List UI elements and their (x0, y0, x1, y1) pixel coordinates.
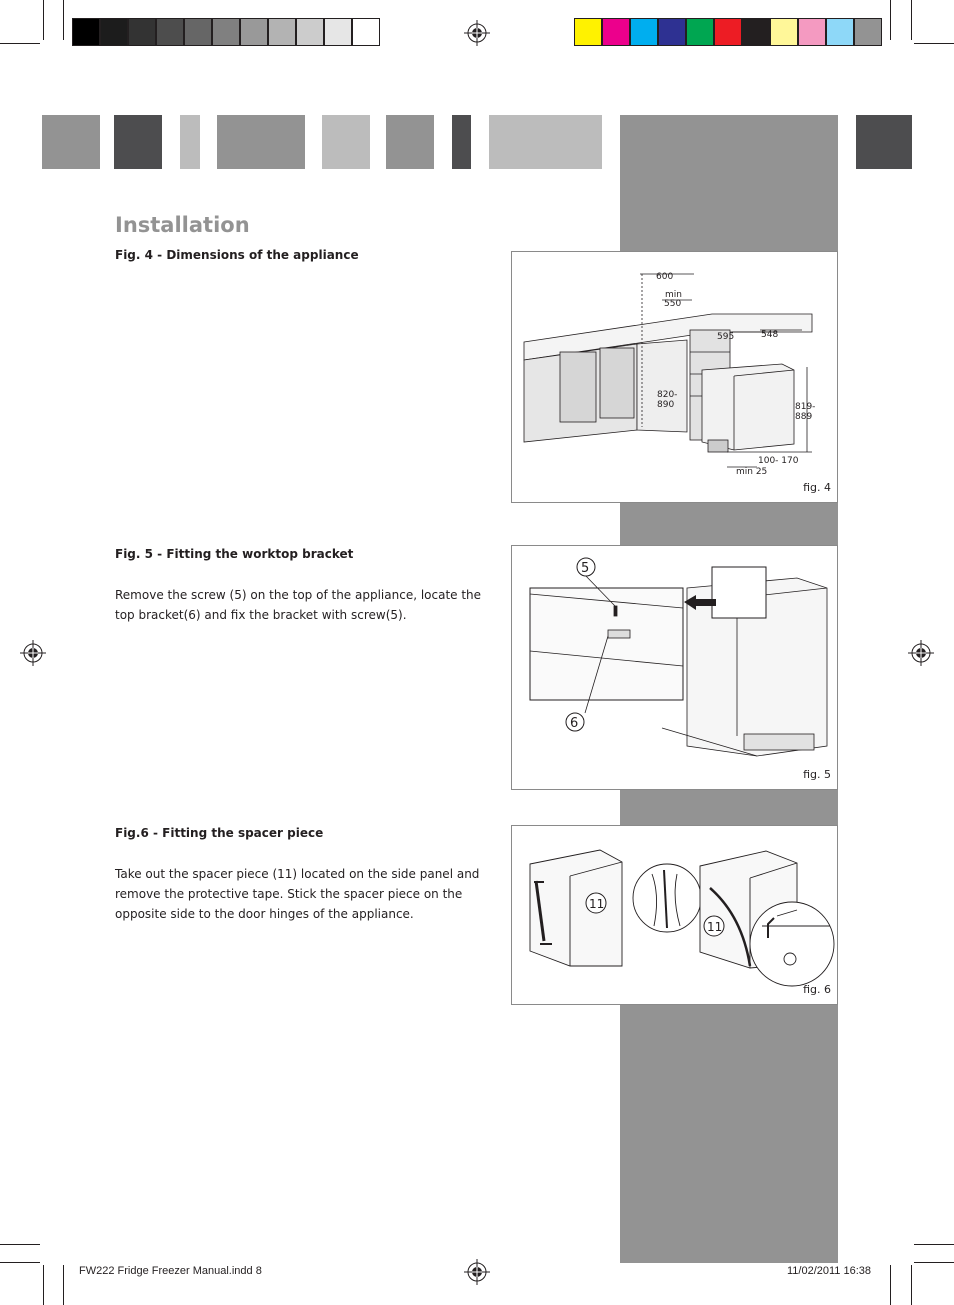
dim-550: 550 (664, 299, 682, 309)
callout-6-label: 6 (570, 716, 579, 731)
fig6-body: Take out the spacer piece (11) located on the side panel and remove the protective tape. Stick the spacer piece on the opposite side to the door hinges of the appliance. (115, 867, 480, 921)
footer-date: 11/02/2011 16:38 (787, 1265, 872, 1277)
registration-mark-right-icon (908, 640, 934, 666)
footer-filename: FW222 Fridge Freezer Manual.indd 8 (79, 1265, 262, 1277)
dim-820: 820- (657, 390, 678, 400)
section-heading: Installation (115, 213, 250, 237)
callout-5-label: 5 (581, 561, 590, 576)
dim-min25: min 25 (736, 467, 768, 477)
fig4-caption: fig. 4 (803, 481, 831, 494)
fig6-illustration (511, 825, 838, 1005)
fig5-caption: fig. 5 (803, 768, 831, 781)
dim-819: 819- (795, 402, 816, 412)
fig4-title: Fig. 4 - Dimensions of the appliance (115, 248, 359, 262)
callout-11-left-label: 11 (589, 897, 605, 911)
fig6-caption: fig. 6 (803, 983, 831, 996)
registration-mark-top-icon (464, 20, 490, 46)
dim-100-170: 100- 170 (758, 456, 799, 466)
fig5-body: Remove the screw (5) on the top of the appliance, locate the top bracket(6) and fix the bracket with screw(5). (115, 588, 482, 622)
fig5-title: Fig. 5 - Fitting the worktop bracket (115, 547, 354, 561)
fig4-illustration (511, 251, 838, 503)
callout-11-right-label: 11 (707, 920, 723, 934)
registration-mark-bottom-icon (464, 1259, 490, 1285)
fig6-title: Fig.6 - Fitting the spacer piece (115, 826, 324, 840)
dim-600: 600 (656, 272, 674, 282)
registration-mark-left-icon (20, 640, 46, 666)
dim-889: 889 (795, 412, 813, 422)
dim-890: 890 (657, 400, 675, 410)
dim-min: min (665, 290, 682, 300)
fig5-illustration (511, 545, 838, 790)
dim-548: 548 (761, 330, 779, 340)
dim-595: 595 (717, 332, 735, 342)
